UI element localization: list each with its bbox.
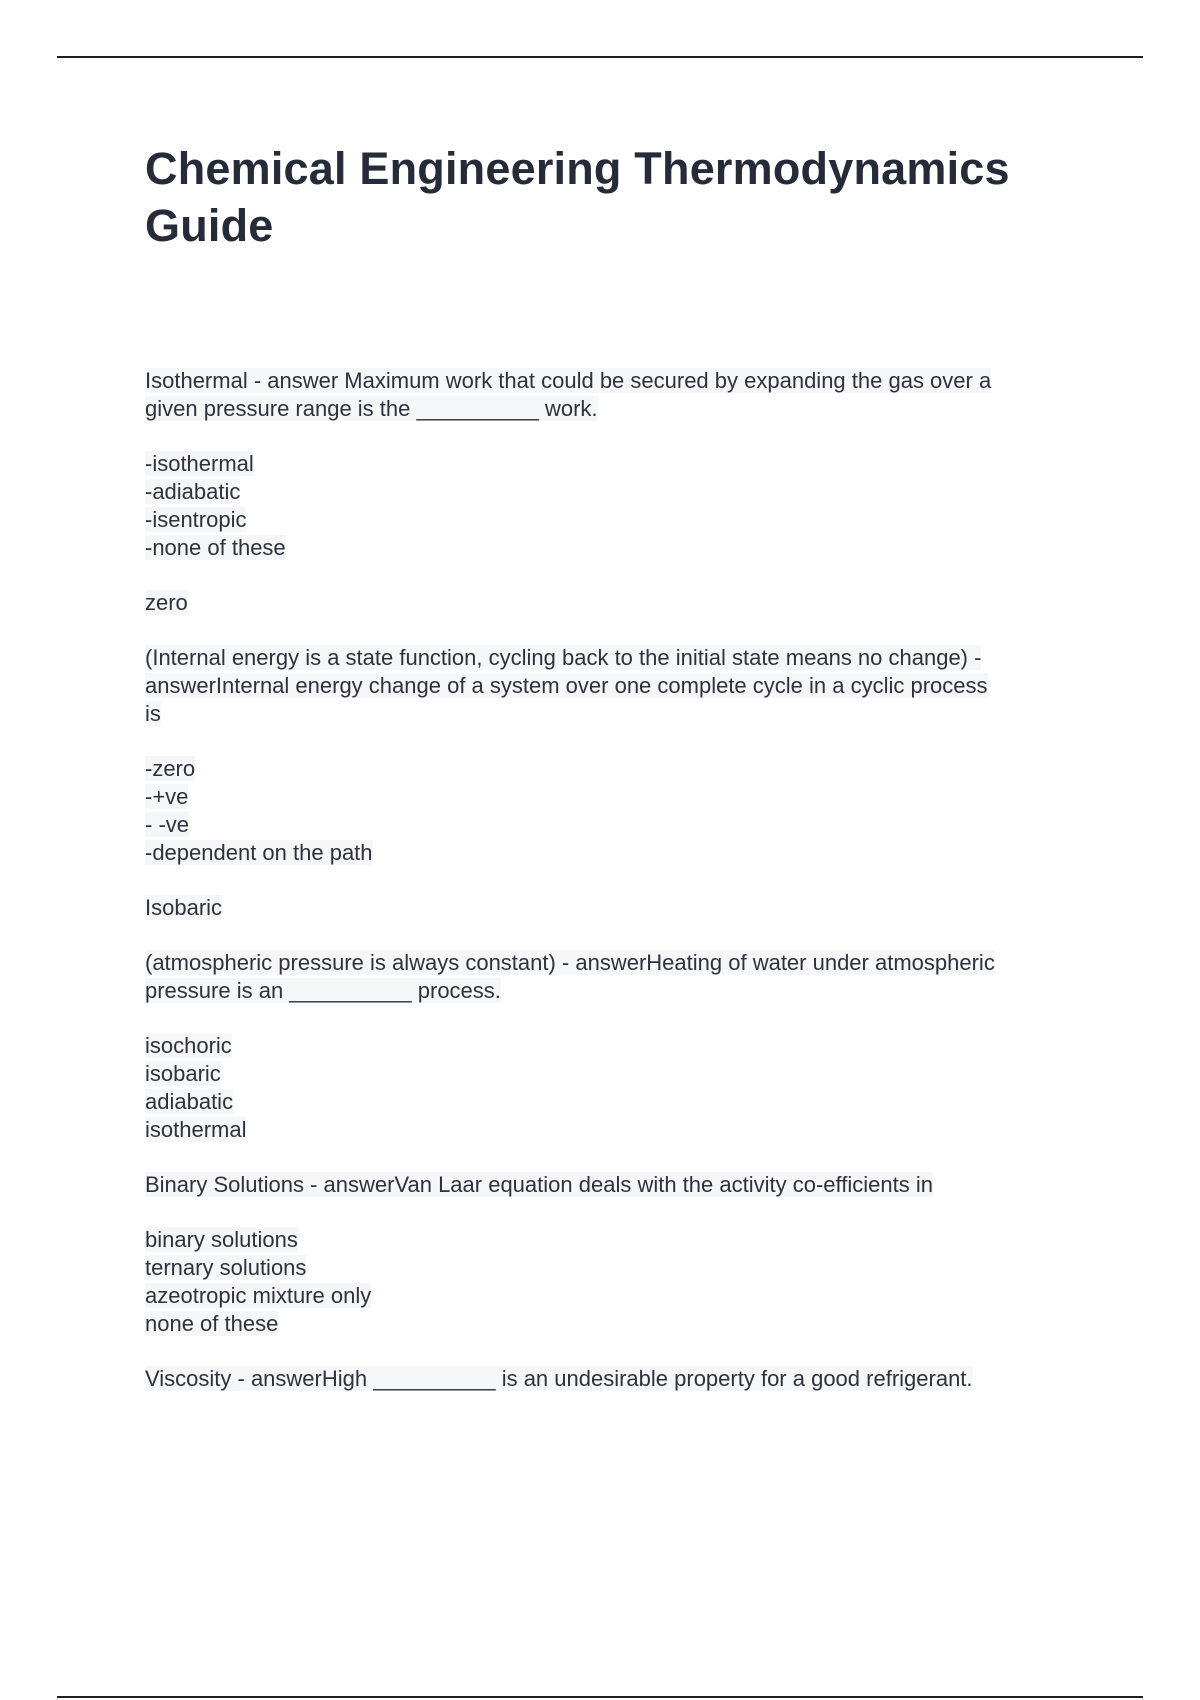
text-line: given pressure range is the __________ work. — [145, 396, 598, 421]
option-line: isochoric — [145, 1033, 232, 1058]
option-line: -zero — [145, 756, 196, 781]
option-line: -+ve — [145, 784, 189, 809]
question-block — [145, 367, 1085, 423]
answer-block — [145, 894, 1085, 922]
option-line: binary solutions — [145, 1227, 298, 1252]
options-block — [145, 1226, 1085, 1338]
text-line: Isothermal - answer Maximum work that could be secured by expanding the gas over a — [145, 368, 992, 393]
text-line: (atmospheric pressure is always constant) - answerHeating of water under atmospheric — [145, 950, 995, 975]
text-line: zero — [145, 590, 188, 615]
options-block — [145, 755, 1085, 867]
title-line: Chemical Engineering Thermodynamics — [145, 143, 1010, 194]
options-block — [145, 450, 1085, 562]
option-line: -adiabatic — [145, 479, 241, 504]
top-rule — [57, 56, 1143, 58]
answer-block — [145, 589, 1085, 617]
question-block — [145, 1171, 1085, 1199]
document-header — [145, 140, 1085, 254]
text-line: is — [145, 701, 161, 726]
option-line: isothermal — [145, 1117, 247, 1142]
document-title — [145, 140, 1085, 254]
text-line: answerInternal energy change of a system over one complete cycle in a cyclic process — [145, 673, 988, 698]
option-line: -none of these — [145, 535, 286, 560]
text-line: (Internal energy is a state function, cycling back to the initial state means no change) - — [145, 645, 982, 670]
text-line: Isobaric — [145, 895, 223, 920]
text-line: Binary Solutions - answerVan Laar equation deals with the activity co-efficients in — [145, 1172, 933, 1197]
option-line: azeotropic mixture only — [145, 1283, 372, 1308]
text-line: Viscosity - answerHigh __________ is an undesirable property for a good refrigerant. — [145, 1366, 973, 1391]
question-block — [145, 949, 1085, 1005]
option-line: ternary solutions — [145, 1255, 307, 1280]
question-block — [145, 644, 1085, 728]
bottom-rule — [57, 1696, 1143, 1698]
text-line: pressure is an __________ process. — [145, 978, 501, 1003]
option-line: none of these — [145, 1311, 279, 1336]
option-line: -isentropic — [145, 507, 247, 532]
option-line: - -ve — [145, 812, 189, 837]
option-line: -dependent on the path — [145, 840, 373, 865]
option-line: -isothermal — [145, 451, 254, 476]
title-line: Guide — [145, 200, 274, 251]
option-line: adiabatic — [145, 1089, 234, 1114]
options-block — [145, 1032, 1085, 1144]
question-block — [145, 1365, 1085, 1393]
document-body — [145, 367, 1085, 1420]
option-line: isobaric — [145, 1061, 221, 1086]
